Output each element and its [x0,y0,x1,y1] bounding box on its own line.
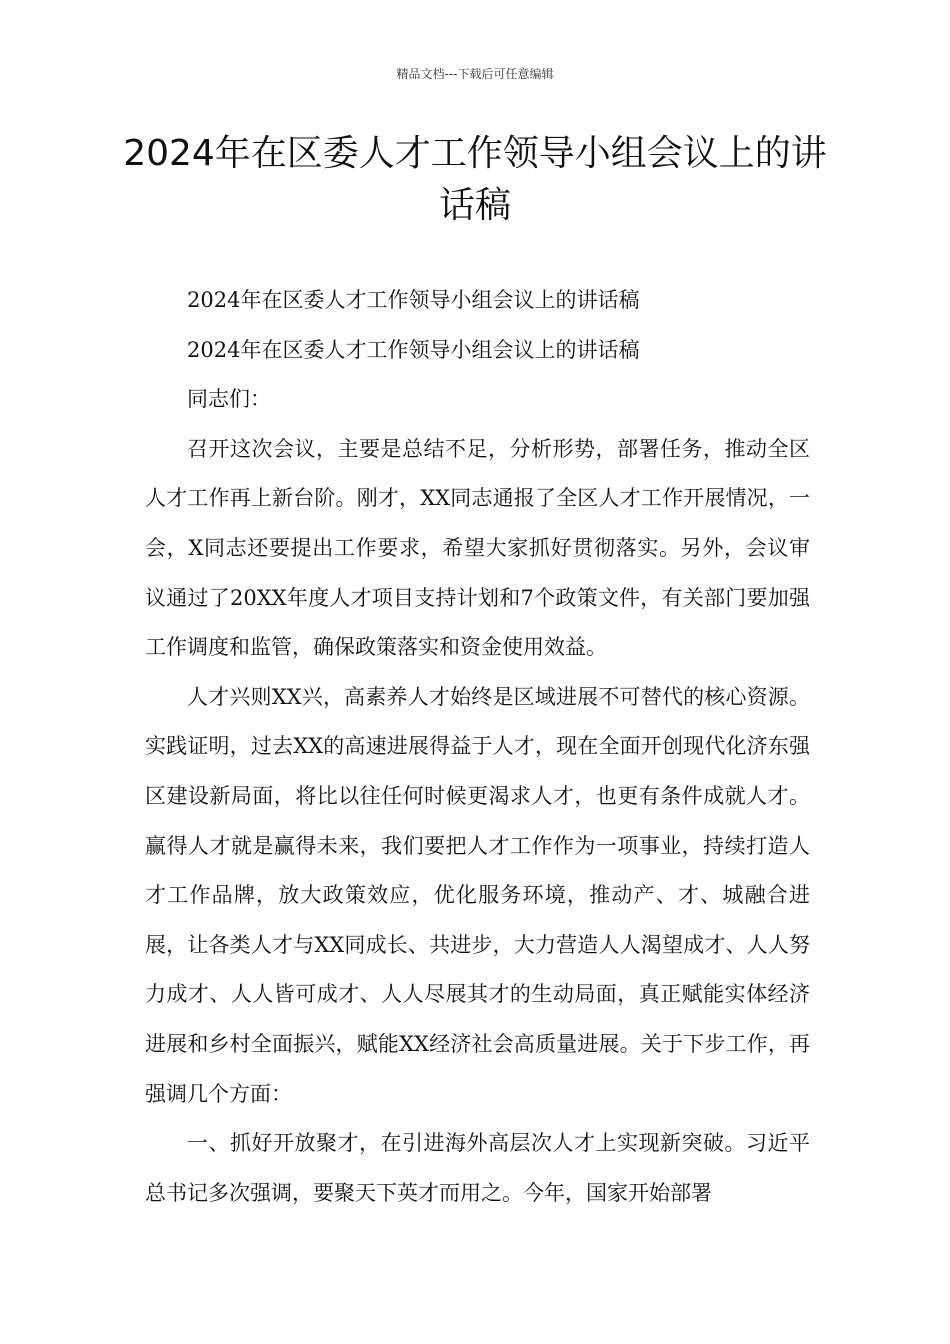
paragraph-salutation: 同志们： [187,387,271,412]
header-note: 精品文档---下载后可任意编辑 [396,67,554,81]
paragraph-repeat-title-1: 2024年在区委人才工作领导小组会议上的讲话稿 [187,288,640,312]
paragraph-talent-importance: 人才兴则XX兴，高素养人才始终是区域进展不可替代的核心资源。实践证明，过去XX的高速进展得益于人才，现在全面开创现代化济东强区建设新局面，将比以往任何时候更渴求人才，也更有条件成就人才。赢得人才就是赢得未来，我们要把人才工作作为一项事业，持续打造人才工作品牌，放大政策效应，优化服务环境，推动产、才、城融合进展，让各类人才与XX同成长、共进步，大力营造人人渴望成才、人人努力成才、人人皆可成才、人人尽展其才的生动局面，真正赋能实体经济进展和乡村全面振兴，赋能XX经济社会高质量进展。关于下步工作，再强调几个方面： [145,684,810,1106]
document-body [145,276,810,1218]
document-title: 2024年在区委人才工作领导小组会议上的讲话稿 [123,133,827,226]
paragraph-section-one: 一、抓好开放聚才，在引进海外高层次人才上实现新突破。习近平总书记多次强调，要聚天下英才而用之。今年，国家开始部署 [145,1131,810,1205]
paragraph-repeat-title-2: 2024年在区委人才工作领导小组会议上的讲话稿 [187,337,640,362]
paragraph-meeting-purpose: 召开这次会议，主要是总结不足，分析形势，部署任务，推动全区人才工作再上新台阶。刚才，XX同志通报了全区人才工作开展情况，一会，X同志还要提出工作要求，希望大家抓好贯彻落实。另外，会议审议通过了20XX年度人才项目支持计划和7个政策文件，有关部门要加强工作调度和监管，确保政策落实和资金使用效益。 [145,436,810,660]
